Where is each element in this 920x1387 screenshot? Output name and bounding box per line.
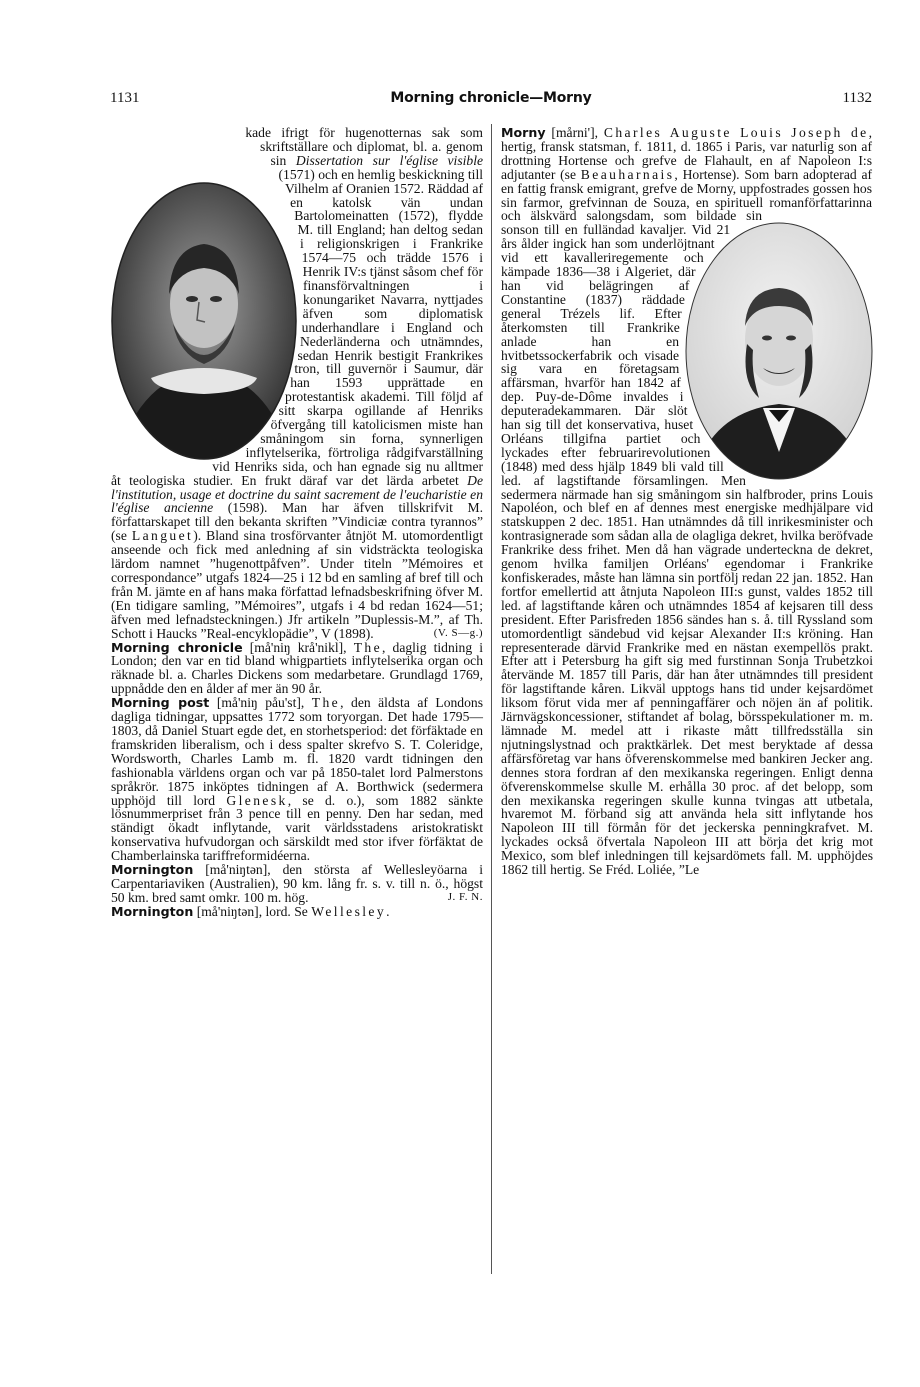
entry-mornington-lord: Mornington [må'niŋtən], lord. Se Wellesley. [111,903,390,919]
portrait-morny-frame [685,222,873,480]
signature-mornington: J. F. N. [447,890,483,903]
headword-morning-chronicle: Morning chronicle [111,639,243,655]
headword-morning-post: Morning post [111,695,210,711]
headword-mornington-lord: Mornington [111,903,194,919]
left-column-text [111,126,483,919]
entry-morning-chronicle: Morning chronicle [må'niŋ krå'nikl], The, daglig tidning i London; den var en tid bland whigpartiets inflytelserika organ och räknade bl. a. Charles Dickens som medarbetare. Grundlagd 1769, uppnådde den en ålder af mer än 90 år. [111,639,483,697]
portrait-mornay-frame [111,182,297,460]
entry-mornington-island: Mornington [må'niŋtən], den största af Wellesleyöarna i Carpentariaviken (Australien), 90 km. lång fr. s. v. till n. ö., högst 50 km. bred samt omkr. 100 m. hög. J. F. N. [111,862,483,905]
signature-mornay: (V. S—g.) [433,626,483,639]
page-header [110,90,872,112]
right-column [501,126,873,877]
headword-mornington-island: Mornington [111,862,194,878]
headword-morny: Morny [501,125,546,140]
page-number-right: 1132 [842,90,872,106]
entry-morning-post: Morning post [må'niŋ påu'st], The, den äldsta af Londons dagliga tidningar, uppsattes 1772 som toryorgan. Det hade 1795—1803, då Daniel Stuart egde det, en storhetsperiod: det förfäktade en framskriden liberalism, och i dess spalter skrefvo S. T. Coleridge, Wordsworth, Charles Lamb m. fl. 1820 vardt tidningen den fashionabla världens organ och var på 1850-talet lord Palmerstons språkrör. 1875 inköptes tidningen af A. Borthwick (sedermera upphöjd till lord Glenesk, se d. o.), som 1882 sänkte lösnummerpriset från 3 pence till en penny. Den har sedan, med ständigt ökadt inflytande, varit världsstadens aristokratiskt konservativa hufvudorgan och särskildt med stor ifver förfäktat de Chamberlainska tariffreformidéerna. [111,695,483,864]
running-title: Morning chronicle—Morny [390,90,592,106]
column-divider [491,124,492,1274]
entry-morny: Morny [mårni'], Charles Auguste Louis Joseph de, hertig, fransk statsman, f. 1811, d. 1865 i Paris, var naturlig son af drottning Hortense och grefve de Flahault, en af Napoleon I:s adjutanter (se Beauharnais, Hortense). Som barn adopterad af en fattig fransk emigrant, grefve de Morny, uppfostrades gossen hos sin farmor, grefvinnan de Souza, en spirituell romanförfattarinna och älskvärd salongsdam, som bildade sin sonson till en fulländad kavaljer. Vid 21 års ålder ingick han som underlöjtnant vid ett kavalleriregemente och kämpade 1836—38 i Algeriet, där han vid belägringen af Constantine (1837) räddade general Trézels lif. Efter återkomsten till Frankrike anlade han en hvitbetssockerfabrik och visade sig vara en företagsam affärsman, hvarför han 1842 af dep. Puy-de-Dôme invaldes i deputeradekammaren. Där slöt han sig till det konservativa, huset Orléans tillgifna partiet och lyckades efter februarirevolutionen (1848) med dess hjälp 1849 bli vald till led. af lagstiftande församlingen. Men sedermera närmade han sig småningom sin halfbroder, prins Louis Napoléon, och blef en af dennes mest energiske medhjälpare vid statskuppen 2 dec. 1851. Han utnämndes då till inrikesminister och kontrasignerade som sådan alla de olagliga dekret, hvilka beröfvade Frankrike dess frihet. Men då han vägrade underteckna de dekret, genom hvilka familjen Orléans' egendomar i Frankrike konfiskerades, måste han lämna sin portfölj redan 22 jan. 1852. Han fortfor emellertid att åtnjuta Napoleon III:s gunst, valdes 1852 till led. af lagstiftande kåren och utnämndes 1854 af kejsaren till dess president. Efter Parisfreden 1856 sändes han s. å. till Ryssland som utomordentligt sändebud vid kejsar Alexander II:s kröning. Han representerade därvid Frankrike med en nästan exempellös prakt. Efter att i Petersburg ha gift sig med furstinnan Sonja Trubetzkoi återvände M. 1857 till Paris, där han åter utnämndes till president för lagstiftande kåren. Likväl upptogs hans tid under kejsardömet liksom förut vida mer af penningaffärer och nöjen än af politik. Järnvägskoncessioner, stiftandet af bolag, börsspekulationer m. m. lämnade M. medel att i rikaste mått tillfredsställa sin njutningslystnad och praktkärlek. Det mest beryktade af dessa affärsföretag var hans öfverenskommelse med bankiren Jecker ang. dennes stora fordran af den mexikanska regeringen. Enligt denna öfverenskommelse skulle M. erhålla 30 proc. af det belopp, som den mexikanska regeringen skulle kunna tvingas att utbetala, hvaremot M. förband sig att använda hela sitt inflytande hos Napoleon III till förmån för det jeckerska penningkrafvet. M. lyckades också öfvertala Napoleon III att börja det krig mot Mexico, som blef inledningen till kejsardömets fall. M. upphöjdes 1862 till hertig. Se Fréd. Loliée, ”Le [501,125,873,878]
portrait-mornay-picture [111,182,297,460]
entry-mornay-text: kade ifrigt för hugenotternas sak som skriftställare och diplomat, bl. a. genom sin Dissertation sur l'église visible (1571) och en hemlig beskickning till Vilhelm af Oranien 1572. Räddad af en katolsk vän undan Bartolomeinatten (1572), flydde M. till England; han deltog sedan i religionskrigen i Frankrike 1574—75 och trädde 1576 i Henrik IV:s tjänst såsom chef för finansförvaltningen i konungariket Navarra, nyttjades äfven som diplomatisk underhandlare i England och Nederländerna och utnämndes, sedan Henrik bestigit Frankrikes tron, till guvernör i Saumur, där han 1593 upprättade en protestantisk akademi. Till följd af sitt skarpa ogillande af Henriks öfvergång till katolicismen miste han småningom sin forna, synnerligen inflytelserika, förtroliga rådgifvarställning vid Henriks sida, och han egnade sig nu alltmer åt teologiska studier. En frukt däraf var det lärda arbetet De l'institution, usage et doctrine du saint sacrement de l'eucharistie en l'église ancienne (1598). Man har äfven tillskrifvit M. författarskapet till den bekanta skriften ”Vindiciæ contra tyrannos” (se Languet). Bland sina trosförvanter åtnjöt M. utomordentligt anseende och fick med anledning af sin vidsträckta teologiska lärdom namnet ”hugenottpåfven”. Under titeln ”Mémoires et correspondance” utgafs 1824—25 i 12 bd en samling af bref till och från M. jämte en af hans maka författad lefnadsbeskrifning öfver M. (En tidigare samling, ”Mémoires”, utgafs i 4 bd redan 1624—51; äfven med lefnadsteckningen.) Jfr artikeln ”Duplessis-M.”, af Th. Schott i Haucks ”Real-encyklopädie”, V (1898). (V. S—g.) [111,125,484,641]
portrait-morny-picture [685,222,873,480]
page-number-left: 1131 [110,90,140,106]
